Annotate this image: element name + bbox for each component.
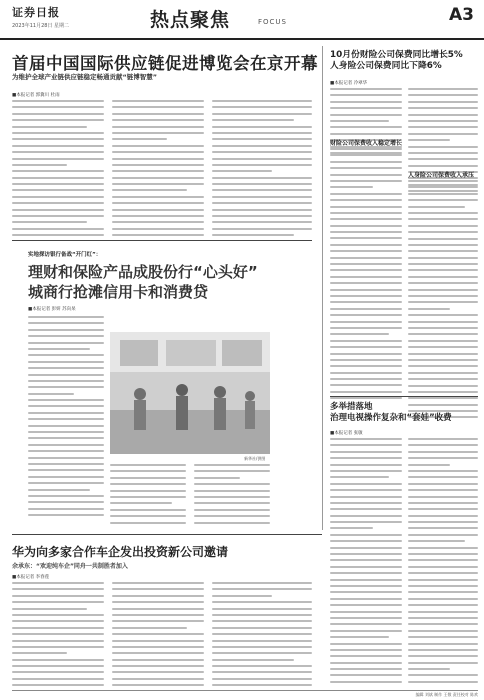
- feature-kicker: 实地探访银行备战“开门红”：: [28, 252, 102, 258]
- right-byline: ■本报记者 冷翠华: [330, 81, 368, 86]
- lead-body-col2: [112, 100, 204, 241]
- page-number: A3: [449, 5, 474, 25]
- right-mid-body-col2: [408, 438, 478, 687]
- masthead: [0, 0, 484, 40]
- paper-name: 证券日报: [12, 6, 60, 19]
- feature-body-col3: [194, 464, 270, 528]
- feature-photo: [110, 332, 270, 454]
- lead-byline: ■本报记者 郭冀川 杜雨: [12, 93, 60, 98]
- issue-date: 2023年11月28日 星期二: [12, 23, 70, 29]
- right-body-col1b: [330, 148, 402, 404]
- lead-headline: 首届中国国际供应链促进博览会在京开幕: [12, 54, 318, 73]
- right-mid-headline-text: 多举措落地 治理电视操作复杂和“套娃”收费: [330, 402, 452, 423]
- right-subhead-1: 财险公司保费收入稳定增长: [330, 140, 403, 147]
- section-title: 热点聚焦: [150, 9, 231, 31]
- feature-body-col2: [110, 464, 186, 528]
- right-headline: [330, 50, 480, 72]
- feature-byline: ■本报记者 彭妍 苏向杲: [28, 307, 76, 312]
- lead-body-col3: [212, 100, 312, 241]
- feature-body-col1: [28, 316, 104, 521]
- feature-headline-text: 理财和保险产品成股份行“心头好” 城商行抢滩信用卡和消费贷: [28, 263, 258, 301]
- right-mid-byline: ■本报记者 张敏: [330, 431, 363, 436]
- section-english: FOCUS: [258, 18, 287, 26]
- bottom-subheadline: 余承东：“欢迎纯车企”同舟一共制胜者加入: [12, 563, 128, 570]
- bottom-byline: ■本报记者 李春莲: [12, 575, 50, 580]
- bottom-headline: 华为向多家合作车企发出投资新公司邀请: [12, 545, 229, 559]
- page-footer: 编辑 刘斌 制作 王敬 责任校对 陈欢: [12, 690, 478, 698]
- right-subhead-2: 人身险公司保费收入承压: [408, 172, 475, 179]
- bank-lobby-illustration: [110, 332, 270, 454]
- right-mid-body-col1: [330, 438, 402, 687]
- right-body-col2b: [408, 180, 478, 423]
- right-headline-text: 10月份财险公司保费同比增长5% 人身险公司保费同比下降6%: [330, 50, 463, 71]
- bottom-body-col2: [112, 582, 204, 691]
- column-divider: [322, 46, 323, 530]
- lead-body-col1: [12, 100, 104, 241]
- right-mid-headline: [330, 402, 480, 424]
- feature-headline: [28, 262, 298, 302]
- bottom-rule: [12, 534, 322, 535]
- right-mid-rule: [330, 396, 478, 397]
- bottom-body-col3: [212, 582, 312, 691]
- lead-subheadline: 为维护全球产业链供应链稳定畅通贡献“链博智慧”: [12, 73, 158, 81]
- bottom-body-col1: [12, 582, 104, 691]
- photo-credit: 新华社/供图: [244, 456, 266, 461]
